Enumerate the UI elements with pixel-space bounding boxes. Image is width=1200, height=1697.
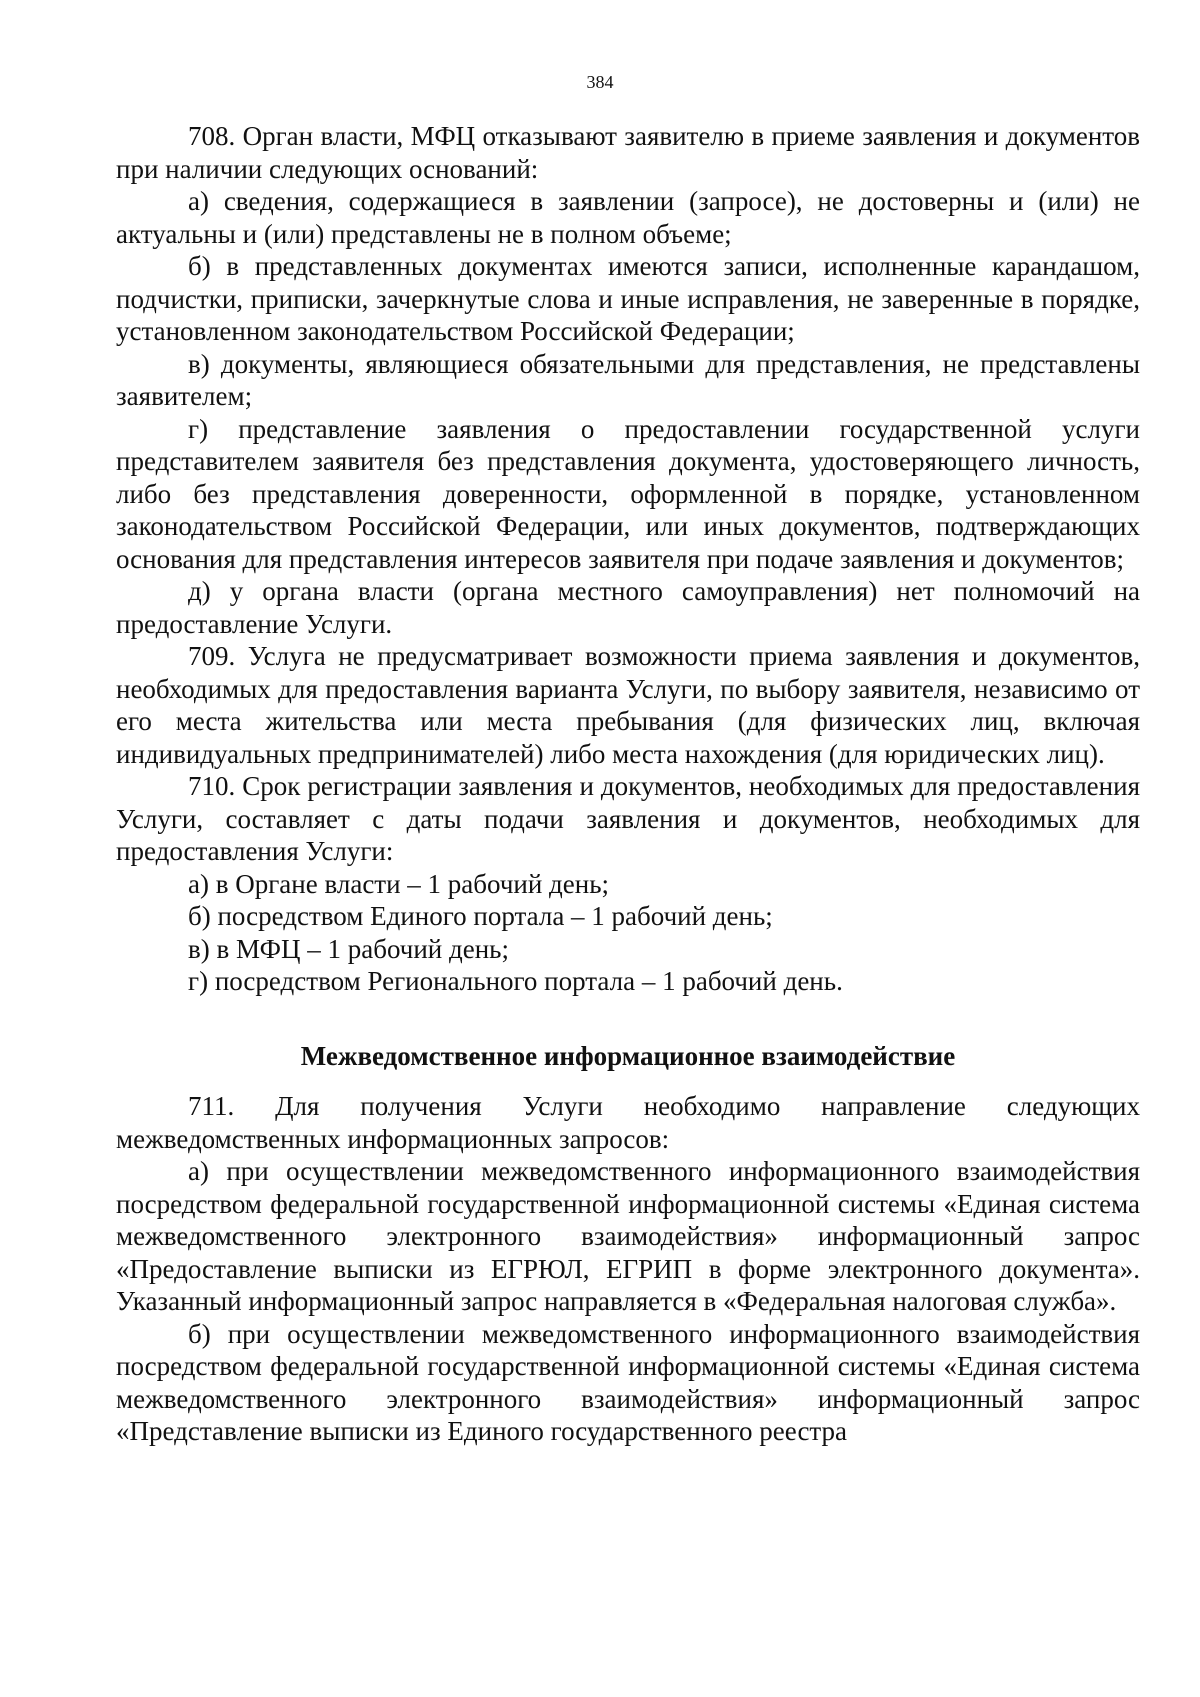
paragraph-711-a: а) при осуществлении межведомственного информационного взаимодействия посредством федеральной государственной информационной системы «Единая система межведомственного электронного взаимодействия» информационный запрос «Предоставление выписки из ЕГРЮЛ, ЕГРИП в форме электронного документа». Указанный информационный запрос направляется в «Федеральная налоговая служба».	[116, 1156, 1140, 1316]
paragraph-710: 710. Срок регистрации заявления и документов, необходимых для предоставления Услуги, составляет с даты подачи заявления и документов, необходимых для предоставления Услуги:	[116, 771, 1140, 866]
paragraph-710-v: в) в МФЦ – 1 рабочий день;	[188, 933, 509, 964]
section-heading: Межведомственное информационное взаимодействие	[300, 1040, 956, 1071]
paragraph-708: 708. Орган власти, МФЦ отказывают заявителю в приеме заявления и документов при наличии следующих оснований:	[116, 121, 1140, 184]
paragraph-710-a: а) в Органе власти – 1 рабочий день;	[188, 868, 610, 899]
paragraph-708-a: а) сведения, содержащиеся в заявлении (запросе), не достоверны и (или) не актуальны и (или) представлены не в полном объеме;	[116, 186, 1140, 249]
paragraph-708-v: в) документы, являющиеся обязательными для представления, не представлены заявителем;	[116, 348, 1140, 411]
paragraph-711: 711. Для получения Услуги необходимо направление следующих межведомственных информационных запросов:	[116, 1091, 1140, 1154]
page-number: 384	[586, 72, 614, 92]
paragraph-708-b: б) в представленных документах имеются записи, исполненные карандашом, подчистки, приписки, зачеркнутые слова и иные исправления, не заверенные в порядке, установленном законодательством Российской Федерации;	[116, 251, 1140, 346]
paragraph-709: 709. Услуга не предусматривает возможности приема заявления и документов, необходимых для предоставления варианта Услуги, по выбору заявителя, независимо от его места жительства или места пребывания (для физических лиц, включая индивидуальных предпринимателей) либо места нахождения (для юридических лиц).	[116, 641, 1140, 769]
paragraph-710-b: б) посредством Единого портала – 1 рабочий день;	[188, 901, 773, 931]
paragraph-708-g: г) представление заявления о предоставлении государственной услуги представителем заявителя без представления документа, удостоверяющего личность, либо без представления доверенности, оформленной в порядке, установленном законодательством Российской Федерации, или иных документов, подтверждающих основания для представления интересов заявителя при подаче заявления и документов;	[116, 413, 1140, 574]
paragraph-710-g: г) посредством Регионального портала – 1 рабочий день.	[188, 966, 843, 996]
paragraph-711-b: б) при осуществлении межведомственного информационного взаимодействия посредством федеральной государственной информационной системы «Единая система межведомственного электронного взаимодействия» информационный запрос «Представление выписки из Единого государственного реестра	[116, 1318, 1140, 1446]
page-body	[116, 120, 1140, 1448]
paragraph-708-d: д) у органа власти (органа местного самоуправления) нет полномочий на предоставление Услуги.	[116, 576, 1140, 639]
